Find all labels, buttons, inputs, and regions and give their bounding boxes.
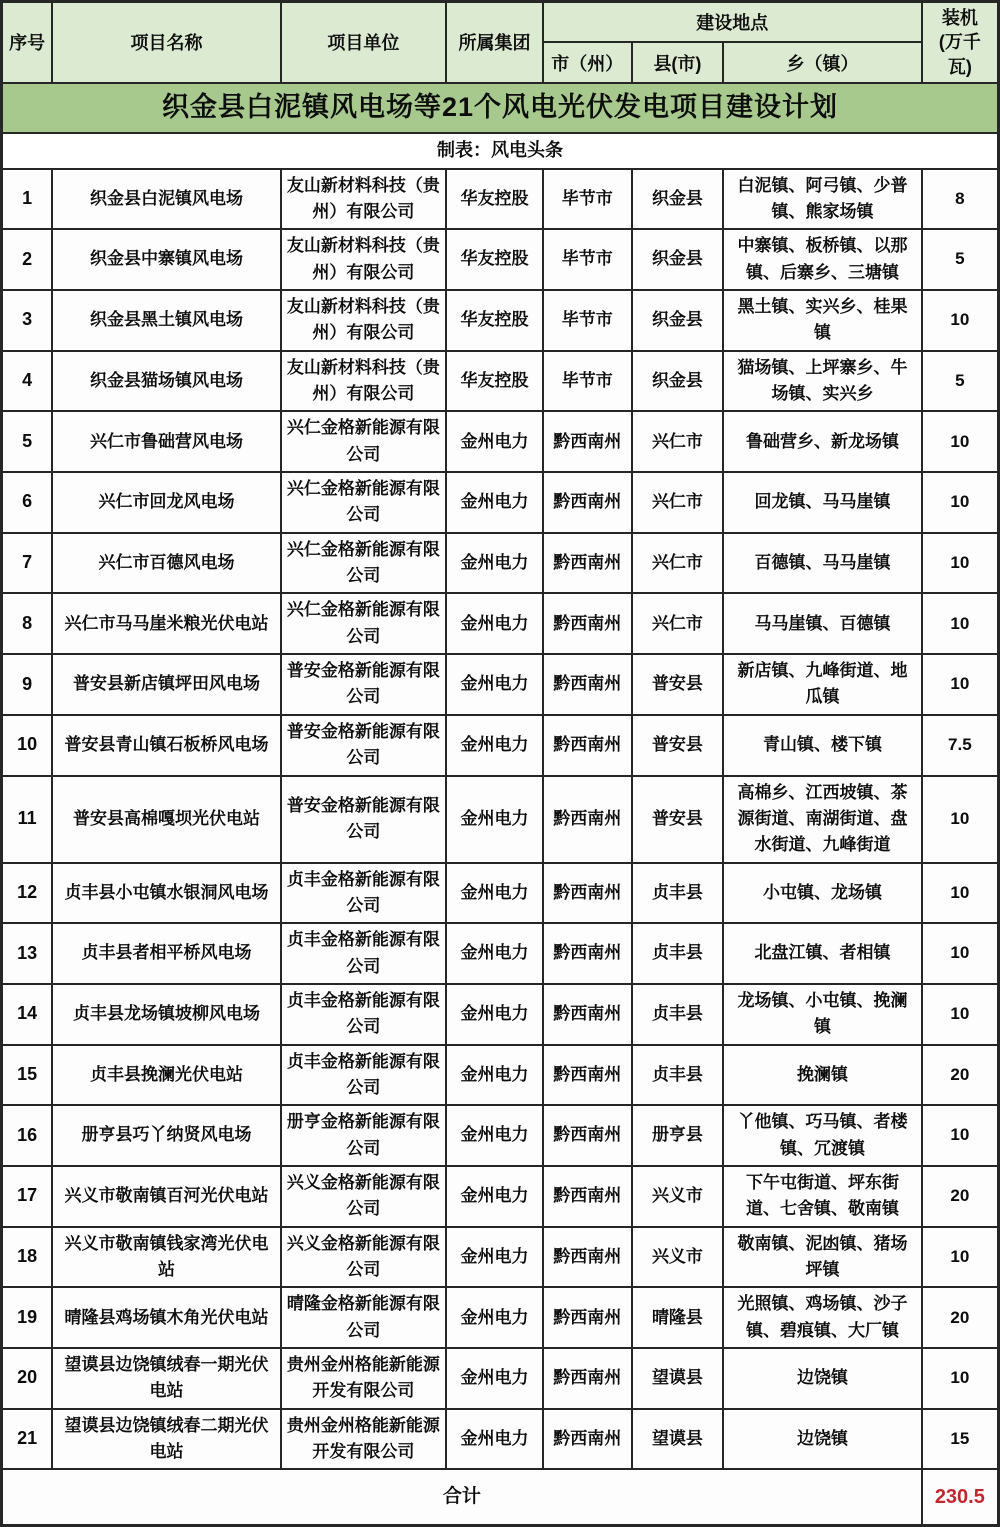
cell-county: 贞丰县 bbox=[632, 923, 724, 984]
cell-group: 金州电力 bbox=[446, 593, 543, 654]
cell-capacity: 10 bbox=[922, 863, 999, 924]
cell-serial: 4 bbox=[2, 351, 53, 412]
cell-serial: 3 bbox=[2, 290, 53, 351]
cell-capacity: 10 bbox=[922, 984, 999, 1045]
cell-project-unit: 贞丰金格新能源有限公司 bbox=[281, 863, 447, 924]
table-row bbox=[2, 654, 999, 715]
cell-capacity: 5 bbox=[922, 229, 999, 290]
cell-county: 普安县 bbox=[632, 654, 724, 715]
cell-city: 毕节市 bbox=[543, 290, 632, 351]
cell-county: 兴仁市 bbox=[632, 533, 724, 594]
col-header-project-unit: 项目单位 bbox=[281, 2, 447, 83]
table-row bbox=[2, 776, 999, 863]
table-row bbox=[2, 863, 999, 924]
cell-serial: 18 bbox=[2, 1227, 53, 1288]
cell-capacity: 10 bbox=[922, 411, 999, 472]
total-value: 230.5 bbox=[922, 1469, 999, 1525]
title-row bbox=[2, 83, 999, 133]
cell-county: 望谟县 bbox=[632, 1348, 724, 1409]
cell-project-name: 册亨县巧丫纳贤风电场 bbox=[52, 1105, 280, 1166]
cell-project-name: 织金县黑土镇风电场 bbox=[52, 290, 280, 351]
cell-city: 黔西南州 bbox=[543, 1227, 632, 1288]
cell-group: 金州电力 bbox=[446, 472, 543, 533]
table-row bbox=[2, 411, 999, 472]
cell-township: 龙场镇、小屯镇、挽澜镇 bbox=[723, 984, 921, 1045]
cell-project-unit: 贵州金州格能新能源开发有限公司 bbox=[281, 1409, 447, 1470]
cell-township: 边饶镇 bbox=[723, 1409, 921, 1470]
cell-group: 金州电力 bbox=[446, 863, 543, 924]
cell-project-name: 贞丰县者相平桥风电场 bbox=[52, 923, 280, 984]
cell-project-unit: 兴仁金格新能源有限公司 bbox=[281, 593, 447, 654]
cell-serial: 11 bbox=[2, 776, 53, 863]
cell-project-name: 普安县青山镇石板桥风电场 bbox=[52, 715, 280, 776]
cell-capacity: 10 bbox=[922, 290, 999, 351]
cell-serial: 20 bbox=[2, 1348, 53, 1409]
cell-township: 下午屯街道、坪东街道、七舍镇、敬南镇 bbox=[723, 1166, 921, 1227]
table-row bbox=[2, 1166, 999, 1227]
col-header-location-group: 建设地点 bbox=[543, 2, 922, 43]
cell-county: 织金县 bbox=[632, 169, 724, 230]
table-row bbox=[2, 1409, 999, 1470]
cell-capacity: 20 bbox=[922, 1045, 999, 1106]
cell-group: 金州电力 bbox=[446, 1227, 543, 1288]
cell-project-name: 织金县猫场镇风电场 bbox=[52, 351, 280, 412]
cell-county: 晴隆县 bbox=[632, 1287, 724, 1348]
cell-group: 华友控股 bbox=[446, 169, 543, 230]
cell-county: 册亨县 bbox=[632, 1105, 724, 1166]
cell-county: 织金县 bbox=[632, 229, 724, 290]
cell-city: 毕节市 bbox=[543, 229, 632, 290]
col-header-city: 市（州） bbox=[543, 42, 632, 82]
cell-county: 兴义市 bbox=[632, 1227, 724, 1288]
cell-project-unit: 友山新材料科技（贵州）有限公司 bbox=[281, 229, 447, 290]
cell-city: 黔西南州 bbox=[543, 593, 632, 654]
cell-project-name: 普安县新店镇坪田风电场 bbox=[52, 654, 280, 715]
cell-city: 黔西南州 bbox=[543, 863, 632, 924]
cell-township: 猫场镇、上坪寨乡、牛场镇、实兴乡 bbox=[723, 351, 921, 412]
cell-project-name: 贞丰县挽澜光伏电站 bbox=[52, 1045, 280, 1106]
cell-township: 挽澜镇 bbox=[723, 1045, 921, 1106]
cell-serial: 2 bbox=[2, 229, 53, 290]
table-row bbox=[2, 1227, 999, 1288]
table-row bbox=[2, 1348, 999, 1409]
cell-group: 金州电力 bbox=[446, 984, 543, 1045]
cell-serial: 21 bbox=[2, 1409, 53, 1470]
cell-project-unit: 贞丰金格新能源有限公司 bbox=[281, 984, 447, 1045]
cell-group: 金州电力 bbox=[446, 411, 543, 472]
cell-county: 兴仁市 bbox=[632, 593, 724, 654]
cell-township: 小屯镇、龙场镇 bbox=[723, 863, 921, 924]
cell-township: 敬南镇、泥凼镇、猪场坪镇 bbox=[723, 1227, 921, 1288]
cell-project-unit: 兴仁金格新能源有限公司 bbox=[281, 411, 447, 472]
cell-township: 北盘江镇、者相镇 bbox=[723, 923, 921, 984]
cell-capacity: 7.5 bbox=[922, 715, 999, 776]
total-row bbox=[2, 1469, 999, 1525]
cell-project-name: 兴仁市回龙风电场 bbox=[52, 472, 280, 533]
table-row bbox=[2, 472, 999, 533]
cell-capacity: 10 bbox=[922, 1105, 999, 1166]
capacity-header-line1: 装机 bbox=[941, 8, 978, 28]
table-row bbox=[2, 984, 999, 1045]
cell-project-unit: 友山新材料科技（贵州）有限公司 bbox=[281, 290, 447, 351]
cell-project-name: 兴义市敬南镇百河光伏电站 bbox=[52, 1166, 280, 1227]
table-row bbox=[2, 351, 999, 412]
cell-township: 边饶镇 bbox=[723, 1348, 921, 1409]
col-header-group: 所属集团 bbox=[446, 2, 543, 83]
cell-project-unit: 兴义金格新能源有限公司 bbox=[281, 1227, 447, 1288]
cell-group: 金州电力 bbox=[446, 715, 543, 776]
cell-city: 黔西南州 bbox=[543, 533, 632, 594]
cell-capacity: 10 bbox=[922, 533, 999, 594]
credit-label: 制表：风电头条 bbox=[2, 133, 999, 169]
cell-city: 黔西南州 bbox=[543, 411, 632, 472]
cell-project-name: 贞丰县龙场镇坡柳风电场 bbox=[52, 984, 280, 1045]
table-row bbox=[2, 1105, 999, 1166]
cell-city: 黔西南州 bbox=[543, 654, 632, 715]
col-header-project-name: 项目名称 bbox=[52, 2, 280, 83]
cell-city: 黔西南州 bbox=[543, 1045, 632, 1106]
cell-capacity: 20 bbox=[922, 1166, 999, 1227]
cell-city: 黔西南州 bbox=[543, 923, 632, 984]
table-row bbox=[2, 715, 999, 776]
cell-project-unit: 贞丰金格新能源有限公司 bbox=[281, 1045, 447, 1106]
cell-serial: 14 bbox=[2, 984, 53, 1045]
cell-group: 金州电力 bbox=[446, 1287, 543, 1348]
cell-county: 兴仁市 bbox=[632, 472, 724, 533]
cell-capacity: 8 bbox=[922, 169, 999, 230]
cell-capacity: 10 bbox=[922, 1348, 999, 1409]
cell-serial: 16 bbox=[2, 1105, 53, 1166]
cell-city: 黔西南州 bbox=[543, 776, 632, 863]
cell-serial: 7 bbox=[2, 533, 53, 594]
cell-serial: 5 bbox=[2, 411, 53, 472]
cell-capacity: 5 bbox=[922, 351, 999, 412]
cell-township: 高棉乡、江西坡镇、茶源街道、南湖街道、盘水街道、九峰街道 bbox=[723, 776, 921, 863]
cell-project-name: 织金县白泥镇风电场 bbox=[52, 169, 280, 230]
cell-group: 金州电力 bbox=[446, 1409, 543, 1470]
cell-serial: 6 bbox=[2, 472, 53, 533]
cell-county: 贞丰县 bbox=[632, 1045, 724, 1106]
cell-group: 金州电力 bbox=[446, 1105, 543, 1166]
cell-project-unit: 兴义金格新能源有限公司 bbox=[281, 1166, 447, 1227]
cell-city: 毕节市 bbox=[543, 351, 632, 412]
cell-project-unit: 贞丰金格新能源有限公司 bbox=[281, 923, 447, 984]
cell-serial: 10 bbox=[2, 715, 53, 776]
cell-project-name: 兴义市敬南镇钱家湾光伏电站 bbox=[52, 1227, 280, 1288]
cell-city: 黔西南州 bbox=[543, 472, 632, 533]
cell-project-name: 兴仁市百德风电场 bbox=[52, 533, 280, 594]
cell-capacity: 15 bbox=[922, 1409, 999, 1470]
cell-project-name: 兴仁市马马崖米粮光伏电站 bbox=[52, 593, 280, 654]
cell-capacity: 10 bbox=[922, 923, 999, 984]
cell-city: 黔西南州 bbox=[543, 1348, 632, 1409]
cell-township: 鲁础营乡、新龙场镇 bbox=[723, 411, 921, 472]
cell-city: 黔西南州 bbox=[543, 1105, 632, 1166]
cell-capacity: 10 bbox=[922, 593, 999, 654]
total-label: 合计 bbox=[2, 1469, 922, 1525]
cell-group: 华友控股 bbox=[446, 351, 543, 412]
cell-serial: 19 bbox=[2, 1287, 53, 1348]
cell-county: 望谟县 bbox=[632, 1409, 724, 1470]
cell-township: 马马崖镇、百德镇 bbox=[723, 593, 921, 654]
cell-project-unit: 贵州金州格能新能源开发有限公司 bbox=[281, 1348, 447, 1409]
cell-city: 黔西南州 bbox=[543, 984, 632, 1045]
table-row bbox=[2, 1287, 999, 1348]
cell-project-name: 兴仁市鲁础营风电场 bbox=[52, 411, 280, 472]
cell-serial: 17 bbox=[2, 1166, 53, 1227]
cell-project-unit: 普安金格新能源有限公司 bbox=[281, 654, 447, 715]
cell-project-unit: 兴仁金格新能源有限公司 bbox=[281, 472, 447, 533]
cell-project-name: 织金县中寨镇风电场 bbox=[52, 229, 280, 290]
table-row bbox=[2, 533, 999, 594]
table-row bbox=[2, 593, 999, 654]
cell-group: 华友控股 bbox=[446, 290, 543, 351]
cell-project-unit: 册亨金格新能源有限公司 bbox=[281, 1105, 447, 1166]
cell-serial: 13 bbox=[2, 923, 53, 984]
cell-city: 毕节市 bbox=[543, 169, 632, 230]
cell-project-unit: 普安金格新能源有限公司 bbox=[281, 776, 447, 863]
cell-county: 织金县 bbox=[632, 290, 724, 351]
cell-city: 黔西南州 bbox=[543, 715, 632, 776]
cell-project-unit: 普安金格新能源有限公司 bbox=[281, 715, 447, 776]
cell-city: 黔西南州 bbox=[543, 1166, 632, 1227]
cell-serial: 12 bbox=[2, 863, 53, 924]
cell-project-name: 望谟县边饶镇绒春二期光伏电站 bbox=[52, 1409, 280, 1470]
cell-group: 金州电力 bbox=[446, 1348, 543, 1409]
credit-row bbox=[2, 133, 999, 169]
cell-capacity: 10 bbox=[922, 654, 999, 715]
cell-township: 光照镇、鸡场镇、沙子镇、碧痕镇、大厂镇 bbox=[723, 1287, 921, 1348]
cell-group: 金州电力 bbox=[446, 533, 543, 594]
col-header-county: 县(市) bbox=[632, 42, 724, 82]
cell-capacity: 10 bbox=[922, 1227, 999, 1288]
cell-county: 兴仁市 bbox=[632, 411, 724, 472]
cell-township: 丫他镇、巧马镇、者楼镇、冗渡镇 bbox=[723, 1105, 921, 1166]
cell-project-name: 望谟县边饶镇绒春一期光伏电站 bbox=[52, 1348, 280, 1409]
cell-group: 金州电力 bbox=[446, 1166, 543, 1227]
cell-county: 普安县 bbox=[632, 715, 724, 776]
cell-serial: 15 bbox=[2, 1045, 53, 1106]
cell-township: 新店镇、九峰街道、地瓜镇 bbox=[723, 654, 921, 715]
header-row-1 bbox=[2, 2, 999, 43]
cell-county: 贞丰县 bbox=[632, 863, 724, 924]
cell-group: 金州电力 bbox=[446, 776, 543, 863]
cell-group: 金州电力 bbox=[446, 1045, 543, 1106]
cell-serial: 1 bbox=[2, 169, 53, 230]
cell-county: 贞丰县 bbox=[632, 984, 724, 1045]
table-row bbox=[2, 290, 999, 351]
cell-city: 黔西南州 bbox=[543, 1287, 632, 1348]
table-row bbox=[2, 1045, 999, 1106]
cell-township: 白泥镇、阿弓镇、少普镇、熊家场镇 bbox=[723, 169, 921, 230]
cell-city: 黔西南州 bbox=[543, 1409, 632, 1470]
cell-capacity: 10 bbox=[922, 472, 999, 533]
cell-project-unit: 兴仁金格新能源有限公司 bbox=[281, 533, 447, 594]
cell-group: 金州电力 bbox=[446, 654, 543, 715]
cell-capacity: 10 bbox=[922, 776, 999, 863]
cell-group: 华友控股 bbox=[446, 229, 543, 290]
cell-serial: 9 bbox=[2, 654, 53, 715]
cell-serial: 8 bbox=[2, 593, 53, 654]
cell-group: 金州电力 bbox=[446, 923, 543, 984]
cell-county: 兴义市 bbox=[632, 1166, 724, 1227]
cell-project-unit: 友山新材料科技（贵州）有限公司 bbox=[281, 169, 447, 230]
col-header-capacity bbox=[922, 2, 999, 83]
cell-township: 黑土镇、实兴乡、桂果镇 bbox=[723, 290, 921, 351]
cell-township: 回龙镇、马马崖镇 bbox=[723, 472, 921, 533]
table-row bbox=[2, 229, 999, 290]
cell-county: 织金县 bbox=[632, 351, 724, 412]
col-header-serial: 序号 bbox=[2, 2, 53, 83]
cell-township: 百德镇、马马崖镇 bbox=[723, 533, 921, 594]
cell-project-name: 晴隆县鸡场镇木角光伏电站 bbox=[52, 1287, 280, 1348]
cell-project-name: 普安县高棉嘎坝光伏电站 bbox=[52, 776, 280, 863]
col-header-township: 乡（镇） bbox=[723, 42, 921, 82]
cell-township: 青山镇、楼下镇 bbox=[723, 715, 921, 776]
cell-township: 中寨镇、板桥镇、以那镇、后寨乡、三塘镇 bbox=[723, 229, 921, 290]
cell-capacity: 20 bbox=[922, 1287, 999, 1348]
cell-project-unit: 友山新材料科技（贵州）有限公司 bbox=[281, 351, 447, 412]
table-row bbox=[2, 169, 999, 230]
cell-county: 普安县 bbox=[632, 776, 724, 863]
table-body bbox=[2, 169, 999, 1470]
page-title: 织金县白泥镇风电场等21个风电光伏发电项目建设计划 bbox=[2, 83, 999, 133]
cell-project-unit: 晴隆金格新能源有限公司 bbox=[281, 1287, 447, 1348]
table-row bbox=[2, 923, 999, 984]
cell-project-name: 贞丰县小屯镇水银洞风电场 bbox=[52, 863, 280, 924]
capacity-header-line2: (万千瓦) bbox=[938, 32, 981, 77]
